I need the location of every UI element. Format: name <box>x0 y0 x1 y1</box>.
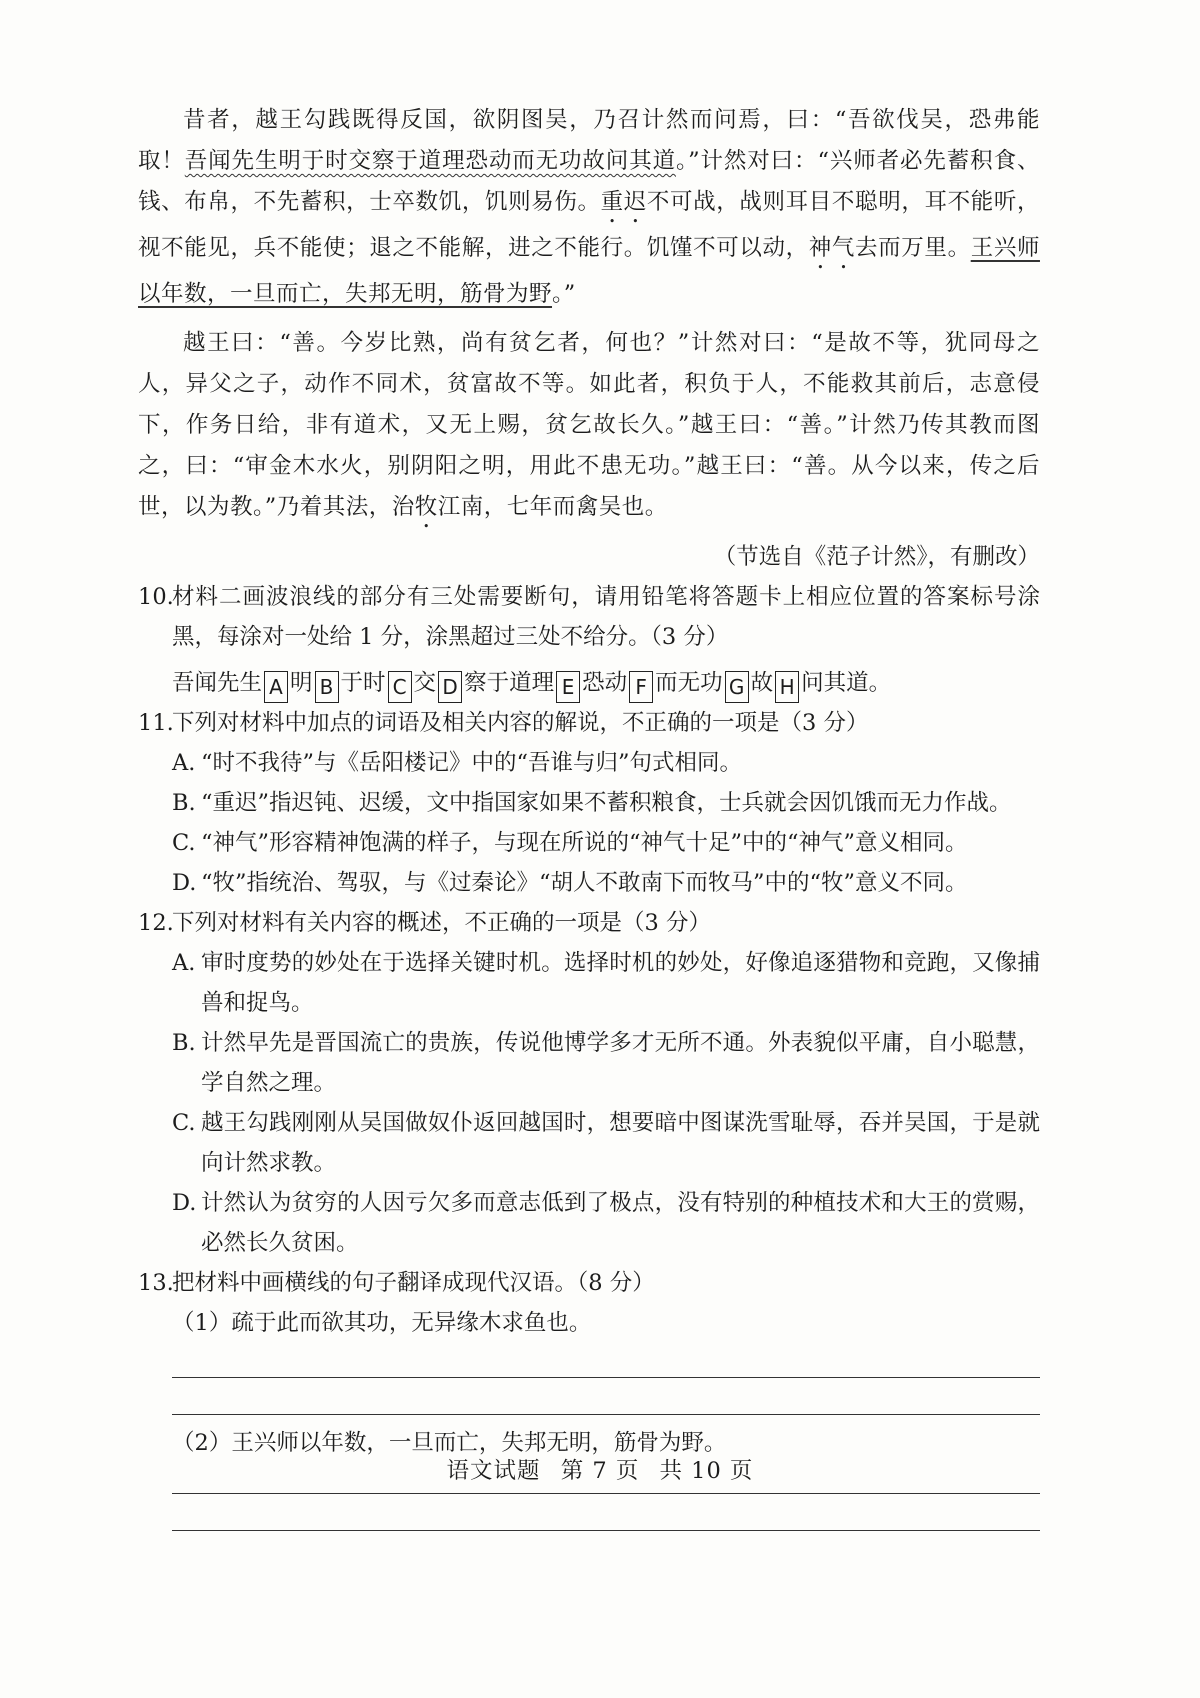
passage-source: （节选自《范子计然》，有删改） <box>713 544 1040 570</box>
break-option-box[interactable]: H <box>775 671 799 703</box>
option-text: 计然早先是晋国流亡的贵族，传说他博学多才无所不通。外表貌似平庸，自小聪慧，学自然之理。 <box>201 1030 1040 1096</box>
break-option-box[interactable]: D <box>438 671 462 703</box>
question-12 <box>138 903 1040 1263</box>
option-text: 计然认为贫穷的人因亏欠多而意志低到了极点，没有特别的种植技术和大王的赏赐，必然长久贫困。 <box>201 1190 1040 1256</box>
option-key: B. <box>172 1030 196 1056</box>
segment-text: 明 <box>290 670 313 696</box>
passage-text: 。” <box>552 281 576 307</box>
sentence-break-options <box>138 663 1040 703</box>
option-key: C. <box>172 830 196 856</box>
option-text: “重迟”指迟钝、迟缓，文中指国家如果不蓄积粮食，士兵就会因饥饿而无力作战。 <box>201 790 1012 816</box>
segment-text: 而无功 <box>655 670 723 696</box>
question-text: 把材料中画横线的句子翻译成现代汉语。（8 分） <box>172 1270 655 1296</box>
question-text: 材料二画波浪线的部分有三处需要断句，请用铅笔将答题卡上相应位置的答案标号涂黑，每涂对一处给 1 分，涂黑超过三处不给分。（3 分） <box>172 584 1040 650</box>
option-key: D. <box>172 870 197 896</box>
option-c <box>138 823 1040 863</box>
option-a <box>138 743 1040 783</box>
option-text: “神气”形容精神饱满的样子，与现在所说的“神气十足”中的“神气”意义相同。 <box>201 830 968 856</box>
break-option-box[interactable]: B <box>315 671 339 703</box>
option-key: C. <box>172 1110 196 1136</box>
break-option-box[interactable]: G <box>725 671 749 703</box>
sub-question-2: （2）王兴师以年数，一旦而亡，失邦无明，筋骨为野。 <box>172 1430 727 1456</box>
break-option-box[interactable]: A <box>264 671 288 703</box>
passage-text: 不可战，战则耳目不聪明，耳不能听，视不能见，兵不能使；退之不能解，进之不能行。饥馑不可以动， <box>138 189 1040 261</box>
option-text: 审时度势的妙处在于选择关键时机。选择时机的妙处，好像追逐猎物和竞跑，又像捕兽和捉鸟。 <box>201 950 1040 1016</box>
dotted-word: 牧 <box>414 494 438 520</box>
passage-text: 越王曰：“善。今岁比熟，尚有贫乞者，何也？”计然对曰：“是故不等，犹同母之人，异父之子，动作不同术，贫富故不等。如此者，积负于人，不能救其前后，志意侵下，作务日给，非有道术，又无上赐，贫乞故长久。”越王曰：“善。”计然乃传其教而图之，曰：“审金木水火，别阴阳之明，用此不患无功。”越王曰：“善。从今以来，传之后世，以为教。”乃着其法，治 <box>138 330 1040 520</box>
passage-text: 江南，七年而禽吴也。 <box>437 494 668 520</box>
break-option-box[interactable]: C <box>388 671 412 703</box>
segment-text: 吾闻先生 <box>172 670 263 696</box>
segment-text: 故 <box>750 670 774 696</box>
answer-line[interactable] <box>172 1377 1040 1378</box>
answer-line[interactable] <box>172 1530 1040 1531</box>
footer-total-pages: 共 10 页 <box>659 1458 754 1484</box>
page-footer <box>0 1453 1200 1485</box>
passage-text: 昔者，越王勾践既得反国，欲阴图吴，乃召计然而问焉，曰：“吾欲伐吴，恐弗能取！ <box>138 107 1040 174</box>
question-11 <box>138 703 1040 903</box>
question-text: 下列对材料中加点的词语及相关内容的解说，不正确的一项是（3 分） <box>172 710 869 736</box>
passage-paragraph-1 <box>138 100 1040 315</box>
dotted-word: 神 <box>808 235 832 261</box>
answer-line[interactable] <box>172 1493 1040 1494</box>
sub-question-1: （1）疏于此而欲其功，无异缘木求鱼也。 <box>172 1310 592 1336</box>
dotted-word: 重 <box>600 189 624 215</box>
segment-text: 交 <box>413 670 437 696</box>
underlined-sentence: 王兴师以年数，一旦而亡，失邦无明，筋骨为野 <box>138 235 1040 307</box>
option-b <box>138 1023 1040 1103</box>
dotted-word: 迟 <box>623 189 647 215</box>
option-text: 越王勾践刚刚从吴国做奴仆返回越国时，想要暗中图谋洗雪耻辱，吞并吴国，于是就向计然求教。 <box>201 1110 1040 1176</box>
passage-paragraph-2 <box>138 323 1040 533</box>
option-c <box>138 1103 1040 1183</box>
option-key: D. <box>172 1190 197 1216</box>
option-key: A. <box>172 750 196 776</box>
option-d <box>138 863 1040 903</box>
wavy-underlined-sentence: 吾闻先生明于时交察于道理恐动而无功故问其道 <box>184 148 676 174</box>
dotted-word: 气 <box>831 235 856 261</box>
passage-text: 去而万里。 <box>855 235 971 261</box>
question-13 <box>138 1263 1040 1531</box>
segment-text: 问其道。 <box>801 670 892 696</box>
option-b <box>138 783 1040 823</box>
answer-line[interactable] <box>172 1414 1040 1415</box>
option-a <box>138 943 1040 1023</box>
segment-text: 于时 <box>340 670 386 696</box>
segment-text: 察于道理 <box>464 670 555 696</box>
footer-subject: 语文试题 <box>446 1458 541 1484</box>
option-d <box>138 1183 1040 1263</box>
option-text: “时不我待”与《岳阳楼记》中的“吾谁与归”句式相同。 <box>201 750 743 776</box>
question-10 <box>138 577 1040 703</box>
question-number: 11. <box>138 710 174 736</box>
segment-text: 恐动 <box>582 670 628 696</box>
question-text: 下列对材料有关内容的概述，不正确的一项是（3 分） <box>172 910 711 936</box>
question-number: 13. <box>138 1270 174 1296</box>
option-key: A. <box>172 950 196 976</box>
option-text: “牧”指统治、驾驭，与《过秦论》“胡人不敢南下而牧马”中的“牧”意义不同。 <box>201 870 968 896</box>
break-option-box[interactable]: E <box>556 671 580 703</box>
footer-page-number: 第 7 页 <box>560 1458 640 1484</box>
break-option-box[interactable]: F <box>629 671 653 703</box>
question-number: 10. <box>138 584 174 610</box>
option-key: B. <box>172 790 196 816</box>
passage-text: 。”计然对曰：“兴师者必先蓄积食、钱、布帛，不先蓄积，士卒数饥，饥则易伤。 <box>138 148 1040 215</box>
question-number: 12. <box>138 910 174 936</box>
